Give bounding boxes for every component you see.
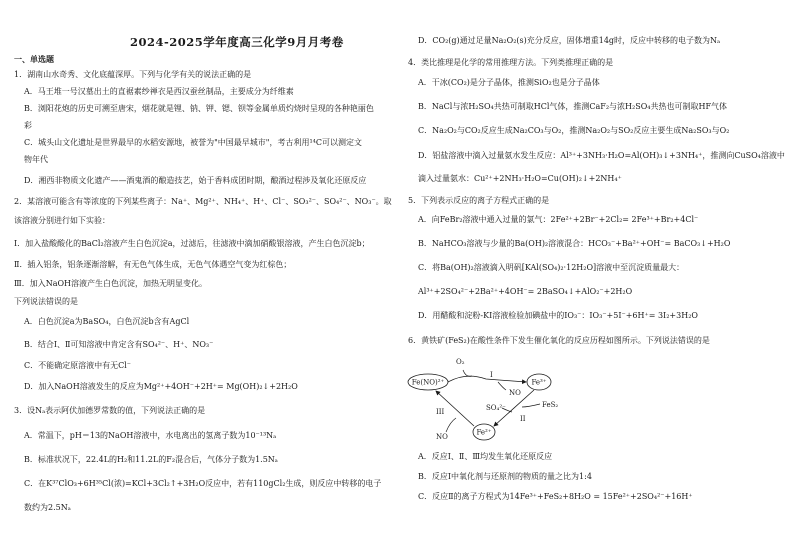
section-heading: 一、单选题 xyxy=(14,54,54,64)
no-top-label: NO xyxy=(509,389,521,397)
q2-experiment-3: Ⅲ．加入NaOH溶液产生白色沉淀，加热无明显变化。 xyxy=(14,279,208,288)
q4-option-d-cont: 滴入过量氨水：Cu²⁺+2NH₃·H₂O=Cu(OH)₂↓+2NH₄⁺ xyxy=(418,174,622,183)
o2-input-line xyxy=(463,370,472,376)
q5-option-c-equation: Al³⁺+2SO₄²⁻+2Ba²⁺+4OH⁻= 2BaSO₄↓+AlO₂⁻+2H₂O xyxy=(418,287,633,296)
no-bottom-label: NO xyxy=(436,433,448,441)
no-input-line xyxy=(446,418,456,432)
q1-option-b: B．浏阳花炮的历史可溯至唐宋，烟花就是锂、钠、钾、锶、钡等金属单质灼烧时呈现的各种艳丽色 xyxy=(24,104,374,113)
q2-experiment-2: Ⅱ．插入铝条，铝条逐渐溶解，有无色气体生成，无色气体遇空气变为红棕色； xyxy=(14,260,292,269)
page-title: 2024-2025学年度高三化学9月月考卷 xyxy=(130,35,344,49)
q5-option-c: C．将Ba(OH)₂溶液滴入明矾[KAl(SO₄)₂·12H₂O]溶液中至沉淀质量最大： xyxy=(418,263,685,272)
q4-stem: 4．类比推理是化学的常用推理方法。下列类推理正确的是 xyxy=(408,58,614,67)
fe2-label: Fe²⁺ xyxy=(476,428,492,437)
q6-stem: 6．黄铁矿(FeS₂)在酸性条件下发生催化氧化的反应历程如图所示。下列说法错误的是 xyxy=(408,336,710,345)
q2-option-a: A．白色沉淀a为BaSO₄，白色沉淀b含有AgCl xyxy=(24,317,190,326)
q1-option-c: C．城头山文化遗址是世界最早的水稻安源地，被誉为"中国最早城市"，考古利用¹⁴C可以测定文 xyxy=(24,138,363,147)
q3-stem: 3．设Nₐ表示阿伏加德罗常数的值，下列说法正确的是 xyxy=(14,406,206,415)
q5-option-a: A．向FeBr₂溶液中通入过量的氯气：2Fe²⁺+2Br⁻+2Cl₂= 2Fe³⁺+Br₂+4Cl⁻ xyxy=(418,215,699,224)
q3-option-c-cont: 数约为2.5Nₐ xyxy=(24,503,71,512)
q3-option-b: B．标准状况下，22.4L的H₂和11.2L的F₂混合后，气体分子数为1.5Nₐ xyxy=(24,455,278,464)
q1-option-b-cont: 彩 xyxy=(24,121,32,130)
fes2-input-line xyxy=(522,404,540,407)
q6-option-a: A．反应Ⅰ、Ⅱ、Ⅲ均发生氧化还原反应 xyxy=(418,452,553,461)
arrow-reaction-1 xyxy=(448,376,526,382)
q3-option-c: C．在K³⁷ClO₃+6H³⁵Cl(浓)=KCl+3Cl₂↑+3H₂O反应中，若有110gCl₂生成，则反应中转移的电子 xyxy=(24,479,382,488)
o2-label: O₂ xyxy=(456,358,465,366)
q5-stem: 5．下列表示反应的离子方程式正确的是 xyxy=(408,196,550,205)
no-output-line xyxy=(498,382,506,390)
fe3-label: Fe³⁺ xyxy=(531,378,547,387)
q1-option-c-cont: 物年代 xyxy=(24,155,48,164)
q4-option-b: B．NaCl与浓H₂SO₄共热可制取HCl气体，推测CaF₂与浓H₂SO₄共热也可制取HF气体 xyxy=(418,102,728,111)
reaction-2-label: II xyxy=(520,415,526,423)
so4-label: SO₄²⁻ xyxy=(486,404,506,412)
q3-option-a: A．常温下，pH＝13的NaOH溶液中，水电离出的氢离子数为10⁻¹³Nₐ xyxy=(24,431,277,440)
q5-option-b: B．NaHCO₃溶液与少量的Ba(OH)₂溶液混合：HCO₃⁻+Ba²⁺+OH⁻= BaCO₃↓+H₂O xyxy=(418,239,731,248)
q5-option-d: D．用醋酸和淀粉-KI溶液检验加碘盐中的IO₃⁻：IO₃⁻+5I⁻+6H⁺= 3I₂+3H₂O xyxy=(418,311,698,320)
q2-question: 下列说法错误的是 xyxy=(14,297,78,306)
q1-option-d: D．湘西非物质文化遗产——酒鬼酒的酿造技艺，始于香料成团时期，酿酒过程涉及氧化还原反应 xyxy=(24,176,367,185)
right-column xyxy=(404,0,788,560)
q2-stem-cont: 该溶液分别进行如下实验： xyxy=(14,216,110,225)
q2-option-c: C．不能确定原溶液中有无Cl⁻ xyxy=(24,361,132,370)
q1-stem: 1．湖南山水奇秀、文化底蕴深厚。下列与化学有关的说法正确的是 xyxy=(14,70,252,79)
q4-option-d: D．铝盐溶液中滴入过量氨水发生反应：Al³⁺+3NH₃·H₂O=Al(OH)₃↓+3NH₄⁺，推测向CuSO₄溶液中 xyxy=(418,151,785,160)
q1-option-a: A．马王堆一号汉墓出土的直裾素纱禅衣是西汉蚕丝制品，主要成分为纤维素 xyxy=(24,87,294,96)
fes2-label: FeS₂ xyxy=(542,401,559,409)
q6-option-b: B．反应Ⅰ中氧化剂与还原剂的物质的量之比为1:4 xyxy=(418,472,592,481)
q6-option-c: C．反应Ⅱ的离子方程式为14Fe³⁺+FeS₂+8H₂O = 15Fe²⁺+2SO₄²⁻+16H⁺ xyxy=(418,492,693,501)
q2-option-d: D．加入NaOH溶液发生的反应为Mg²⁺+4OH⁻+2H⁺= Mg(OH)₂↓+2H₂O xyxy=(24,382,298,391)
q2-experiment-1: Ⅰ．加入盐酸酸化的BaCl₂溶液产生白色沉淀a，过滤后，往滤液中滴加硝酸银溶液，产生白色沉淀b； xyxy=(14,239,370,248)
fe-no-label: Fe(NO)²⁺ xyxy=(411,378,445,387)
q2-option-b: B．结合Ⅰ、Ⅱ可知溶液中肯定含有SO₄²⁻、H⁺、NO₃⁻ xyxy=(24,340,214,349)
reaction-cycle-diagram xyxy=(406,352,576,442)
reaction-3-label: III xyxy=(436,408,445,416)
q4-option-a: A．干冰(CO₂)是分子晶体，推测SiO₂也是分子晶体 xyxy=(418,78,600,87)
q2-stem: 2．某溶液可能含有等浓度的下列某些离子：Na⁺、Mg²⁺、NH₄⁺、H⁺、Cl⁻、SO₃²⁻、SO₄²⁻、NO₃⁻。取 xyxy=(14,197,392,206)
reaction-1-label: I xyxy=(490,371,493,379)
left-column xyxy=(10,0,394,560)
q4-option-c: C．Na₂O₂与CO₂反应生成Na₂CO₃与O₂，推测Na₂O₂与SO₂反应主要生成Na₂SO₃与O₂ xyxy=(418,126,730,135)
q3-option-d: D．CO₂(g)通过足量Na₂O₂(s)充分反应，固体增重14g时，反应中转移的电子数为Nₐ xyxy=(418,36,721,45)
